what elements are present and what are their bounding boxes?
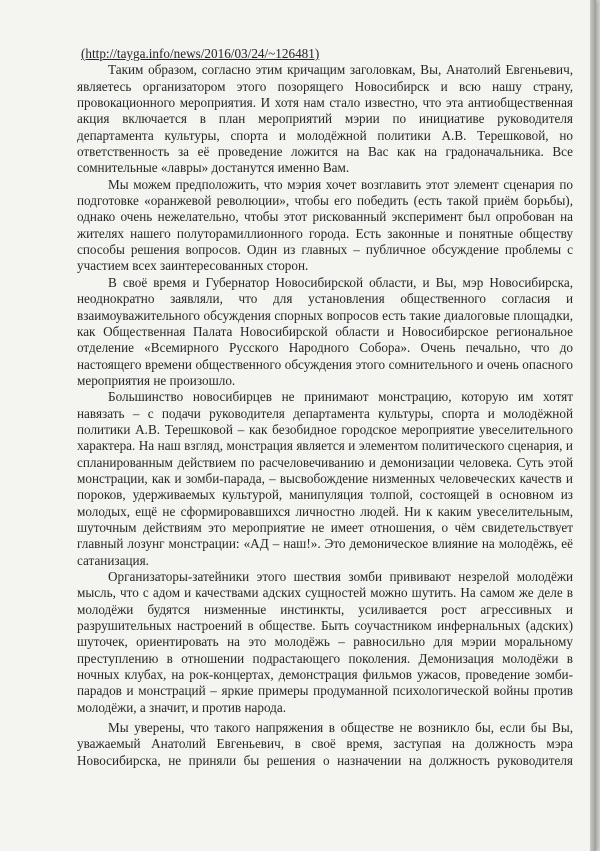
source-link[interactable]: (http://tayga.info/news/2016/03/24/~126481) xyxy=(81,46,320,61)
paragraph-4: Большинство новосибирцев не принимают монстрацию, которую им хотят навязать – с подачи руководителя департамента культуры, спорта и молодёжной политики А.В. Терешковой – как безобидное городское мероприятие увеселительного характера. На наш взгляд, монстрация является и элементом политического сценария, и спланированным действием по расчеловечиванию и демонизации человека. Суть этой монстрации, как и зомби-парада, – высвобождение низменных человеческих качеств и пороков, удерживаемых культурой, манипуляция толпой, состоящей в основном из молодых, ещё не сформировавшихся личностно людей. Ни к каким увеселительным, шуточным действиям это мероприятие не имеет отношения, о чём свидетельствует главный лозунг монстрации: «АД – наш!». Это демоническое влияние на молодёжь, её сатанизация. xyxy=(77,389,573,568)
document-body xyxy=(77,46,573,769)
paragraph-3: В своё время и Губернатор Новосибирской области, и Вы, мэр Новосибирска, неоднократно заявляли, что для установления общественного согласия и взаимоуважительного обсуждения спорных вопросов есть такие диалоговые площадки, как Общественная Палата Новосибирской области и Новосибирское региональное отделение «Всемирного Русского Народного Собора». Очень печально, что до настоящего времени общественного обсуждения этого сомнительного и очень опасного мероприятия не произошло. xyxy=(77,274,573,388)
page-edge-shadow xyxy=(590,0,596,851)
paragraph-5: Организаторы-затейники этого шествия зомби прививают незрелой молодёжи мысль, что с адом и качествами адских сущностей можно шутить. На самом же деле в молодёжи будятся низменные инстинкты, усиливается рост агрессивных и разрушительных настроений в обществе. Быть соучастником инфернальных (адских) шуточек, ориентировать на это молодёжь – равносильно для мэрии моральному преступлению в отношении подрастающего поколения. Демонизация молодёжи в ночных клубах, на рок-концертах, демонстрация фильмов ужасов, проведение зомби-парадов и монстраций – яркие примеры продуманной психологической войны против молодёжи, а значит, и против народа. xyxy=(77,569,573,715)
paragraph-6: Мы уверены, что такого напряжения в обществе не возникло бы, если бы Вы, уважаемый Анатолий Евгеньевич, в своё время, заступая на должность мэра Новосибирска, не приняли бы решения о назначении на должность руководителя xyxy=(77,720,573,768)
paragraph-2: Мы можем предположить, что мэрия хочет возглавить этот элемент сценария по подготовке «оранжевой революции», чтобы его победить (есть такой приём борьбы), однако очень нежелательно, чтобы этот рискованный эксперимент был опробован на жителях нашего полуторамиллионного города. Есть законные и понятные обществу способы решения вопросов. Один из главных – публичное обсуждение проблемы с участием всех заинтересованных сторон. xyxy=(77,176,573,274)
paragraph-1: Таким образом, согласно этим кричащим заголовкам, Вы, Анатолий Евгеньевич, являетесь организатором этого позорящего Новосибирск и всю нашу страну, провокационного мероприятия. И хотя нам стало известно, что эта антиобщественная акция включается в план мероприятий мэрии по инициативе руководителя департамента культуры, спорта и молодёжной политики А.В. Терешковой, но ответственность за её проведение ложится на Вас как на градоначальника. Все сомнительные «лавры» достанутся именно Вам. xyxy=(77,62,573,176)
